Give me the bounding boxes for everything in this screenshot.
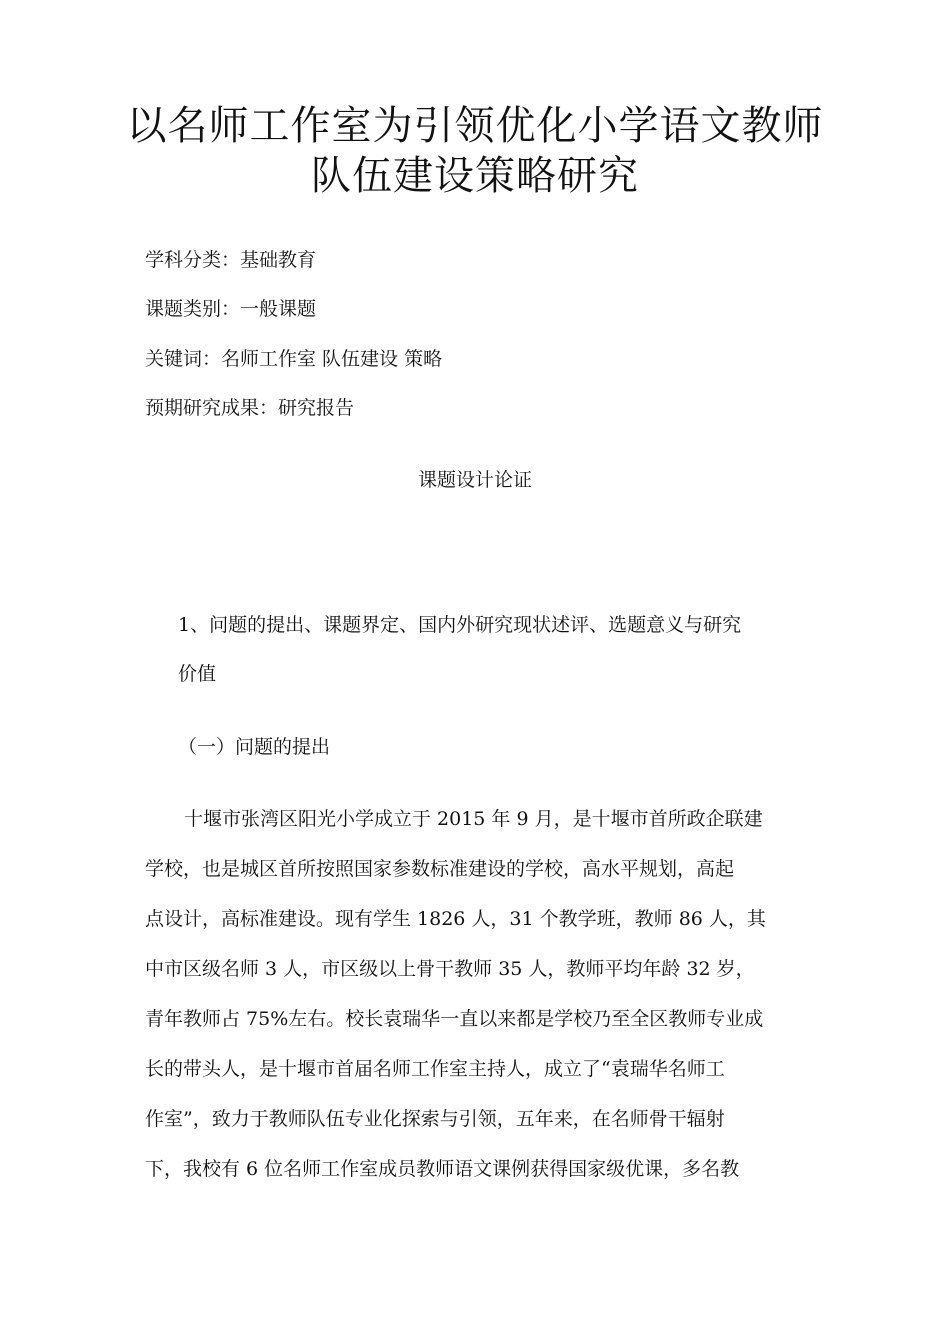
paragraph-line: 下，我校有 6 位名师工作室成员教师语文课例获得国家级优课，多名教: [145, 1158, 740, 1180]
paragraph-line: 十堰市张湾区阳光小学成立于 2015 年 9 月，是十堰市首所政企联建: [184, 808, 763, 830]
section-heading: 课题设计论证: [417, 469, 532, 491]
meta-expected-outcome: [145, 394, 354, 422]
document-title-line-1: 以名师工作室为引领优化小学语文教师: [126, 103, 824, 149]
paragraph-line: 中市区级名师 3 人，市区级以上骨干教师 35 人，教师平均年龄 32 岁，: [145, 958, 755, 980]
meta-keywords: [145, 345, 442, 373]
meta-label: 预期研究成果：: [145, 397, 279, 419]
paragraph-line: 点设计，高标准建设。现有学生 1826 人，31 个教学班，教师 86 人，其: [145, 908, 766, 930]
meta-value: 一般课题: [240, 298, 317, 320]
document-title-line-2: 队伍建设策略研究: [311, 153, 639, 199]
meta-subject-category: [145, 246, 316, 274]
meta-project-type: [145, 295, 316, 323]
paragraph-line: 作室”，致力于教师队伍专业化探索与引领，五年来，在名师骨干辐射: [145, 1108, 725, 1130]
sub-heading: （一）问题的提出: [178, 736, 331, 758]
meta-value: 基础教育: [240, 249, 317, 271]
meta-value: 名师工作室 队伍建设 策略: [221, 348, 443, 370]
meta-label: 学科分类：: [145, 249, 241, 271]
meta-value: 研究报告: [278, 397, 355, 419]
paragraph-line: 青年教师占 75%左右。校长袁瑞华一直以来都是学校乃至全区教师专业成: [145, 1008, 764, 1030]
meta-label: 课题类别：: [145, 298, 241, 320]
paragraph-line: 学校，也是城区首所按照国家参数标准建设的学校，高水平规划，高起: [145, 858, 735, 880]
question-heading-line-1: 1、问题的提出、课题界定、国内外研究现状述评、选题意义与研究: [178, 614, 742, 636]
question-heading-line-2: 价值: [178, 663, 217, 685]
meta-label: 关键词：: [145, 348, 222, 370]
paragraph-line: 长的带头人，是十堰市首届名师工作室主持人，成立了“袁瑞华名师工: [145, 1058, 725, 1080]
